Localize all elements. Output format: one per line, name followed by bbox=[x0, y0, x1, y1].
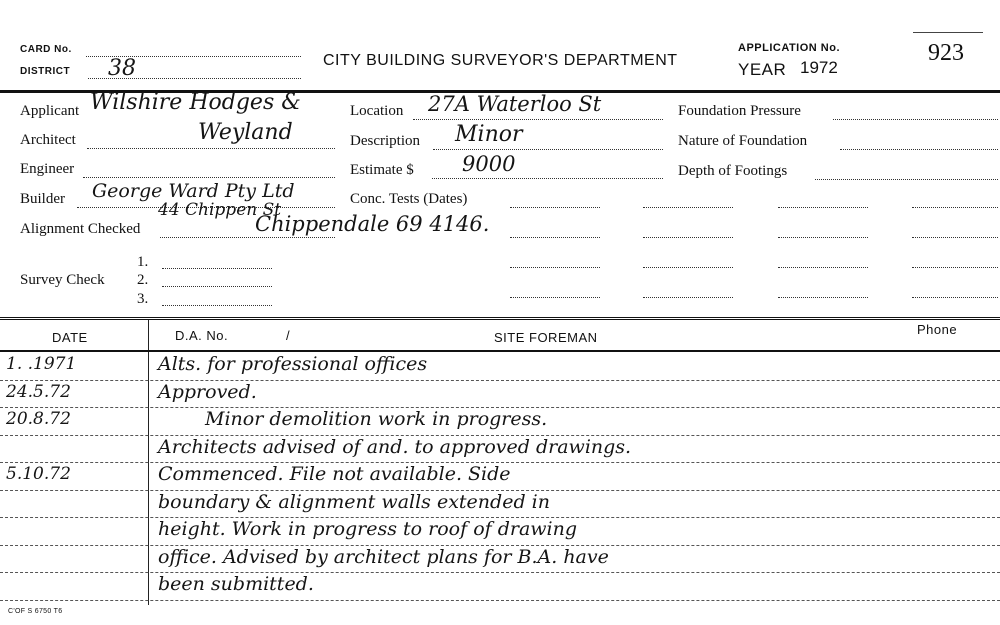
conc-test-line bbox=[778, 267, 868, 268]
nature-of-foundation-label: Nature of Foundation bbox=[678, 133, 808, 149]
conc-test-line bbox=[643, 267, 733, 268]
survey-line-2 bbox=[162, 286, 272, 287]
depth-of-footings-line bbox=[815, 179, 998, 180]
row-date: 20.8.72 bbox=[6, 409, 71, 429]
row-entry: boundary & alignment walls extended in bbox=[158, 490, 550, 513]
district-value: 38 bbox=[108, 56, 136, 81]
conc-test-line bbox=[643, 297, 733, 298]
date-header: DATE bbox=[52, 330, 88, 345]
conc-test-line bbox=[778, 207, 868, 208]
site-foreman-header: SITE FOREMAN bbox=[494, 330, 598, 345]
da-no-slash: / bbox=[286, 328, 291, 343]
location-line bbox=[413, 119, 663, 120]
alignment-line bbox=[160, 237, 335, 238]
foundation-pressure-line bbox=[833, 119, 998, 120]
conc-test-line bbox=[778, 237, 868, 238]
survey-line-3 bbox=[162, 305, 272, 306]
description-value: Minor bbox=[455, 122, 523, 147]
nature-of-foundation-line bbox=[840, 149, 998, 150]
architect-line bbox=[87, 148, 335, 149]
conc-test-line bbox=[510, 267, 600, 268]
row-entry: Approved. bbox=[158, 380, 257, 403]
conc-test-line bbox=[510, 297, 600, 298]
survey-num-2: 2. bbox=[137, 272, 149, 288]
row-date: 1. .1971 bbox=[6, 354, 77, 374]
estimate-value: 9000 bbox=[462, 152, 516, 176]
row-entry: Minor demolition work in progress. bbox=[205, 408, 548, 430]
phone-header: Phone bbox=[917, 322, 958, 337]
conc-test-line bbox=[778, 297, 868, 298]
depth-of-footings-label: Depth of Footings bbox=[678, 163, 788, 179]
table-top-rule bbox=[0, 317, 1000, 320]
department-title: CITY BUILDING SURVEYOR'S DEPARTMENT bbox=[323, 52, 678, 69]
row-rule bbox=[0, 600, 1000, 601]
conc-test-line bbox=[912, 237, 998, 238]
applicant-label: Applicant bbox=[20, 103, 80, 119]
engineer-line bbox=[83, 177, 335, 178]
location-label: Location bbox=[350, 103, 404, 119]
builder-value: George Ward Pty Ltd bbox=[92, 180, 295, 202]
location-value: 27A Waterloo St bbox=[428, 92, 602, 116]
card-no-label: CARD No. bbox=[20, 44, 72, 55]
conc-test-line bbox=[912, 267, 998, 268]
row-rule bbox=[0, 380, 1000, 381]
architect-value: Weyland bbox=[198, 120, 293, 145]
row-entry: office. Advised by architect plans for B.A. have bbox=[158, 545, 609, 568]
form-code: C'OF S 6750 T6 bbox=[8, 608, 63, 615]
year-label: YEAR bbox=[738, 60, 787, 79]
applicant-value: Wilshire Hodges & bbox=[90, 90, 301, 115]
conc-test-line bbox=[643, 237, 733, 238]
architect-label: Architect bbox=[20, 132, 76, 148]
row-date: 24.5.72 bbox=[6, 381, 71, 402]
row-date: 5.10.72 bbox=[6, 464, 71, 484]
application-number-rule bbox=[913, 32, 983, 33]
application-number: 923 bbox=[928, 40, 964, 66]
builder-address-2: Chippendale 69 4146. bbox=[255, 212, 490, 236]
district-label: DISTRICT bbox=[20, 66, 71, 77]
survey-line-1 bbox=[162, 268, 272, 269]
alignment-checked-label: Alignment Checked bbox=[20, 221, 141, 237]
table-header-rule bbox=[0, 350, 1000, 352]
foundation-pressure-label: Foundation Pressure bbox=[678, 103, 801, 119]
conc-test-line bbox=[510, 207, 600, 208]
survey-check-label: Survey Check bbox=[20, 272, 105, 288]
survey-num-3: 3. bbox=[137, 291, 149, 307]
conc-test-line bbox=[912, 207, 998, 208]
estimate-label: Estimate $ bbox=[350, 162, 414, 178]
conc-test-line bbox=[643, 207, 733, 208]
conc-tests-label: Conc. Tests (Dates) bbox=[350, 191, 468, 207]
builder-address-1: 44 Chippen St bbox=[158, 200, 282, 220]
engineer-label: Engineer bbox=[20, 161, 75, 177]
conc-test-line bbox=[510, 237, 600, 238]
survey-num-1: 1. bbox=[137, 254, 149, 270]
application-no-label: APPLICATION No. bbox=[738, 42, 841, 54]
description-label: Description bbox=[350, 133, 420, 149]
da-no-header: D.A. No. bbox=[175, 328, 229, 343]
row-entry: Alts. for professional offices bbox=[158, 353, 428, 375]
builder-label: Builder bbox=[20, 191, 65, 207]
row-rule bbox=[0, 572, 1000, 573]
row-entry: Commenced. File not available. Side bbox=[158, 463, 511, 485]
row-entry: Architects advised of and. to approved drawings. bbox=[158, 435, 632, 458]
row-entry: height. Work in progress to roof of drawing bbox=[158, 518, 578, 540]
conc-test-line bbox=[912, 297, 998, 298]
year-value: 1972 bbox=[800, 58, 838, 77]
row-entry: been submitted. bbox=[158, 573, 314, 595]
description-line bbox=[433, 149, 663, 150]
estimate-line bbox=[432, 178, 663, 179]
